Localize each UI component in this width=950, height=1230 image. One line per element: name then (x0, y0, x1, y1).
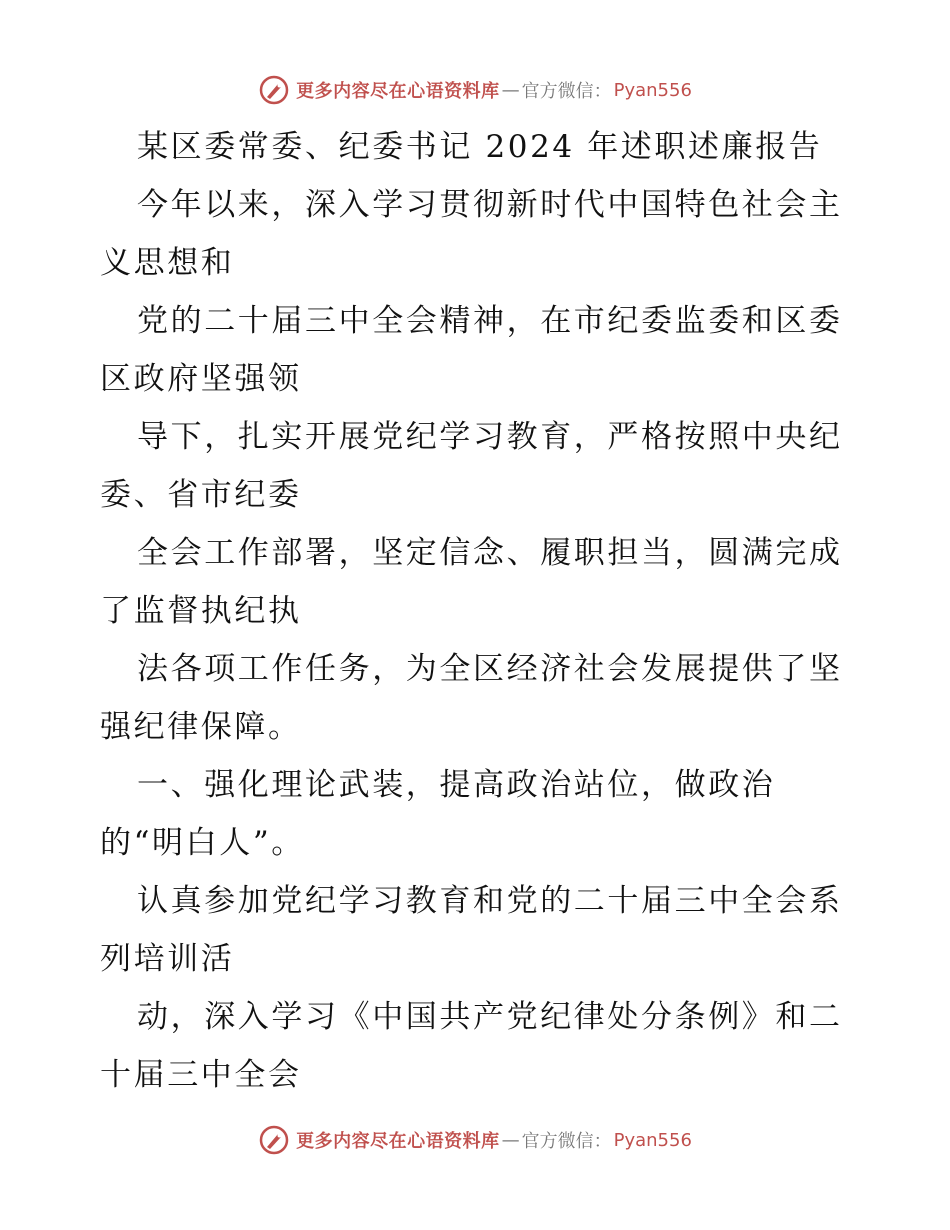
text-line: 了监督执纪执 (100, 593, 302, 629)
text-line: 党的二十届三中全会精神，在市纪委监委和区委 (137, 303, 843, 339)
document-body (100, 118, 860, 1104)
watermark-contact-id: Pyan556 (613, 79, 692, 101)
section-heading-continued: 的“明白人”。 (100, 825, 305, 861)
text-line: 动，深入学习《中国共产党纪律处分条例》和二 (137, 999, 843, 1035)
footer-watermark (0, 1120, 950, 1160)
text-line: 区政府坚强领 (100, 361, 302, 397)
watermark-separator: — (501, 1129, 520, 1151)
section-heading: 一、强化理论武装，提高政治站位，做政治 (137, 767, 776, 803)
text-line: 今年以来，深入学习贯彻新时代中国特色社会主 (137, 187, 843, 223)
text-line: 导下，扎实开展党纪学习教育，严格按照中央纪 (137, 419, 843, 455)
text-line: 认真参加党纪学习教育和党的二十届三中全会系 (137, 883, 843, 919)
pen-nib-circle-icon (258, 74, 290, 106)
document-title: 某区委常委、纪委书记 2024 年述职述廉报告 (137, 129, 823, 165)
pen-nib-circle-icon (258, 1124, 290, 1156)
text-line: 全会工作部署，坚定信念、履职担当，圆满完成 (137, 535, 843, 571)
watermark-contact-label: 官方微信： (521, 1131, 612, 1152)
text-line: 法各项工作任务，为全区经济社会发展提供了坚 (137, 651, 843, 687)
header-watermark (0, 70, 950, 110)
watermark-contact-id: Pyan556 (613, 1129, 692, 1151)
text-line: 十届三中全会 (100, 1057, 302, 1093)
watermark-contact-label: 官方微信： (521, 81, 612, 102)
watermark-brand: 更多内容尽在心语资料库 (296, 1131, 500, 1152)
text-line: 义思想和 (100, 245, 235, 281)
text-line: 委、省市纪委 (100, 477, 302, 513)
text-line: 强纪律保障。 (100, 709, 302, 745)
watermark-brand: 更多内容尽在心语资料库 (296, 81, 500, 102)
watermark-separator: — (501, 79, 520, 101)
text-line: 列培训活 (100, 941, 235, 977)
